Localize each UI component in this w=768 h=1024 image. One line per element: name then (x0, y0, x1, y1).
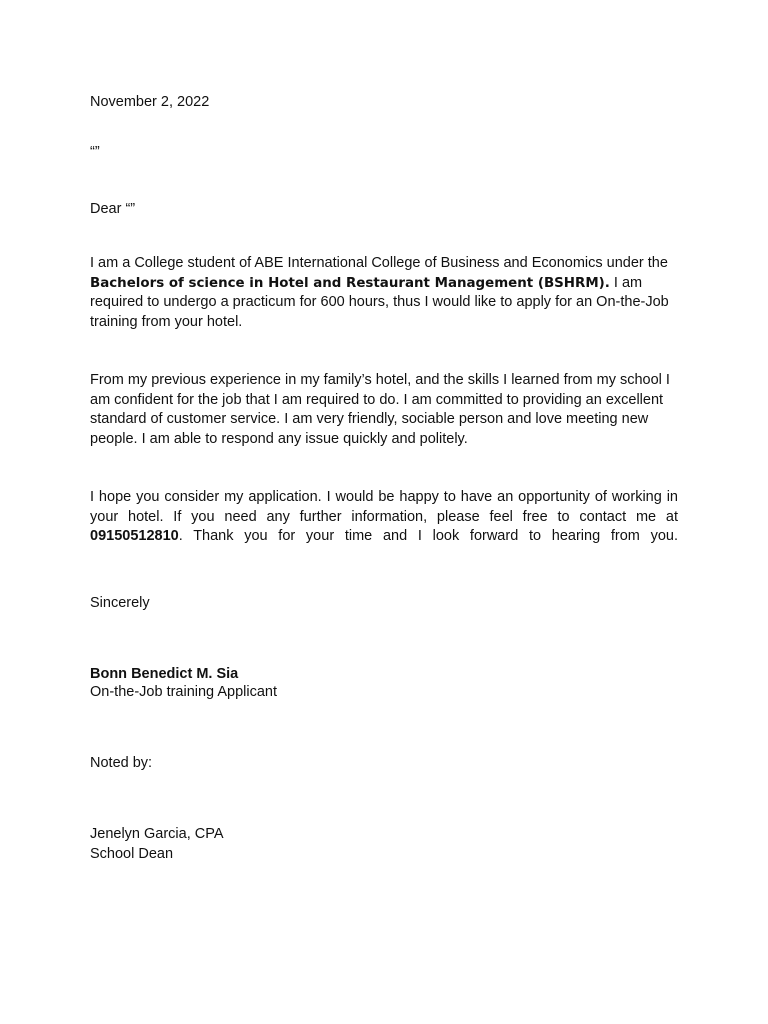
paragraph-closing-request (90, 488, 678, 547)
letter-date: November 2, 2022 (90, 94, 210, 110)
request-text-start: I hope you consider my application. I would be happy to have an opportunity of working in your hotel. If you need any further information, please feel free to contact me at (90, 489, 678, 525)
sender-title: On-the-Job training Applicant (90, 684, 277, 700)
intro-text-start: I am a College student of ABE International College of Business and Economics under the (90, 255, 668, 271)
paragraph-experience: From my previous experience in my family’s hotel, and the skills I learned from my school I am confident for the job that I am required to do. I am committed to providing an excellent standard of customer service. I am very friendly, sociable person and love meeting new people. I am able to respond any issue quickly and politely. (90, 372, 670, 447)
recipient-placeholder: “” (90, 144, 100, 160)
noter-name: Jenelyn Garcia, CPA (90, 826, 224, 842)
closing: Sincerely (90, 595, 150, 611)
intro-text-end: I am required to undergo a practicum for 600 hours, thus I would like to apply for an On-the-Job training from your hotel. (90, 274, 669, 330)
paragraph-intro (90, 254, 678, 332)
noted-by-label: Noted by: (90, 755, 153, 771)
program-name: Bachelors of science in Hotel and Restaurant Management (BSHRM). (90, 275, 610, 291)
sender-name: Bonn Benedict M. Sia (90, 666, 239, 682)
contact-phone: 09150512810 (90, 528, 179, 544)
noter-title: School Dean (90, 846, 174, 862)
salutation: Dear “” (90, 201, 136, 217)
request-text-end: . Thank you for your time and I look forward to hearing from you. (178, 528, 678, 544)
